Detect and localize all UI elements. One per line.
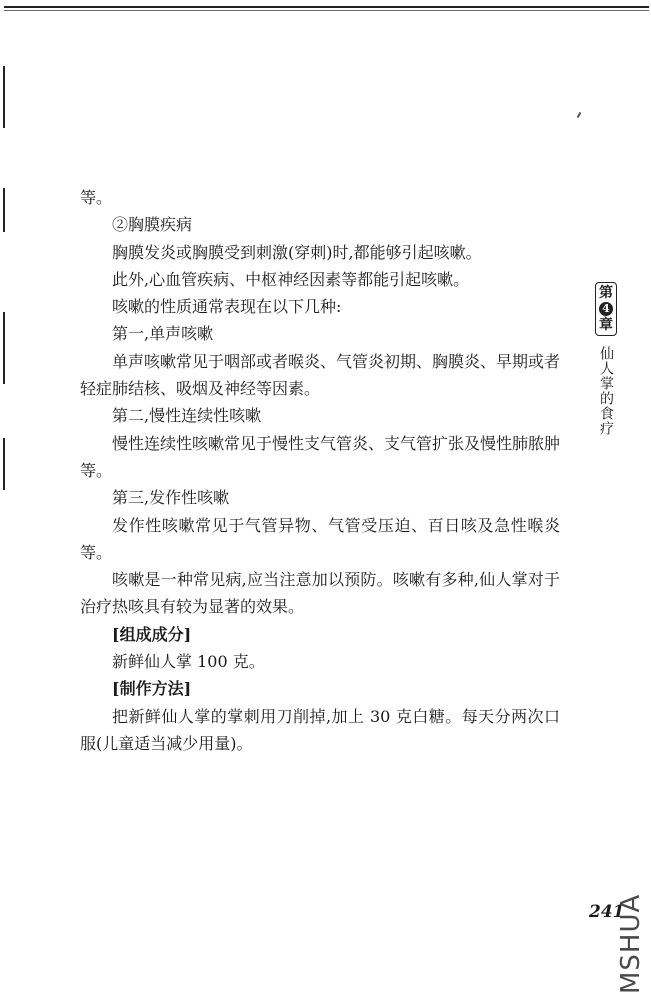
binding-edge-mark [3,312,5,384]
chapter-prefix: 第 [599,285,613,301]
page-number: 241 [589,902,625,922]
paragraph: 咳嗽是一种常见病,应当注意加以预防。咳嗽有多种,仙人掌对于治疗热咳具有较为显著的效果。 [80,570,560,617]
paragraph: 新鲜仙人掌 100 克。 [112,652,265,672]
header-rule-thin [4,10,649,11]
chapter-number: 4 [599,302,613,316]
binding-edge-mark [3,438,5,490]
section-heading: [组成成分] [112,624,192,644]
watermark: MSHUA [616,893,646,994]
paragraph: 发作性咳嗽常见于气管异物、气管受压迫、百日咳及急性喉炎等。 [80,515,560,562]
paragraph: 第三,发作性咳嗽 [112,488,230,508]
paragraph: 把新鲜仙人掌的掌刺用刀削掉,加上 30 克白糖。每天分两次口服(儿童适当减少用量)。 [80,706,560,753]
paragraph: 胸膜发炎或胸膜受到刺激(穿刺)时,都能够引起咳嗽。 [112,242,482,262]
paragraph: ②胸膜疾病 [112,215,193,235]
section-heading: [制作方法] [112,679,192,699]
paragraph: 第二,慢性连续性咳嗽 [112,406,262,426]
binding-edge-mark [3,66,5,128]
chapter-section-title: 仙人掌的食疗 [598,346,614,436]
chapter-tab [589,282,623,436]
paragraph: 慢性连续性咳嗽常见于慢性支气管炎、支气管扩张及慢性肺脓肿等。 [80,433,561,480]
paragraph: 单声咳嗽常见于咽部或者喉炎、气管炎初期、胸膜炎、早期或者轻症肺结核、吸烟及神经等因素。 [80,351,561,399]
body-text [80,184,560,757]
chapter-suffix: 章 [599,317,613,333]
scan-speck [577,112,582,118]
paragraph: 等。 [80,188,113,207]
header-rule [4,6,649,8]
binding-edge-mark [3,188,5,232]
paragraph: 第一,单声咳嗽 [112,324,214,344]
paragraph: 此外,心血管疾病、中枢神经因素等都能引起咳嗽。 [112,269,470,289]
paragraph: 咳嗽的性质通常表现在以下几种: [112,297,342,317]
chapter-label [595,282,617,336]
